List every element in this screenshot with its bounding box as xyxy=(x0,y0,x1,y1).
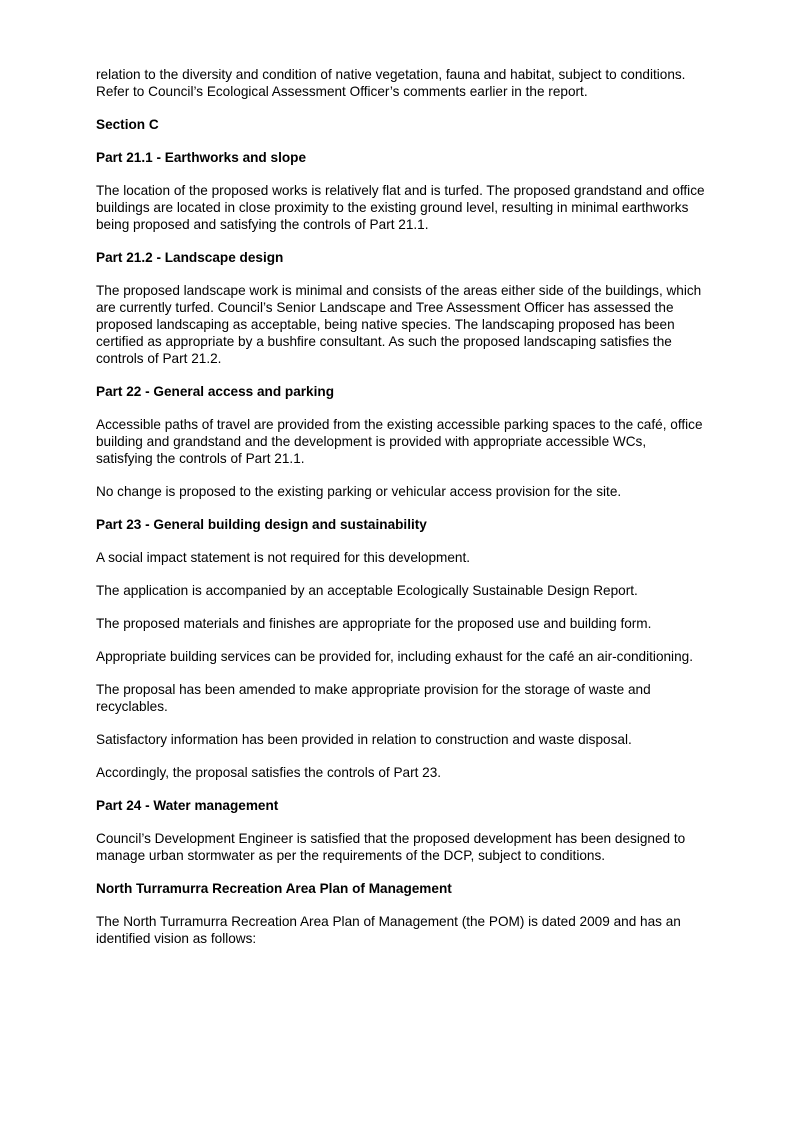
heading-part-22: Part 22 - General access and parking xyxy=(96,384,335,399)
heading-section-c: Section C xyxy=(96,117,159,132)
paragraph-stormwater: Council’s Development Engineer is satisfied that the proposed development has been designed to manage urban stormwater as per the requirements of the DCP, subject to conditions. xyxy=(96,831,686,863)
paragraph-part-23-satisfied: Accordingly, the proposal satisfies the controls of Part 23. xyxy=(96,765,442,780)
paragraph-earthworks: The location of the proposed works is relatively flat and is turfed. The proposed grandstand and office buildings are located in close proximity to the existing ground level, resulting in minimal earthworks being proposed and satisfying the controls of Part 21.1. xyxy=(96,183,705,232)
paragraph-ecological-conditions: relation to the diversity and condition of native vegetation, fauna and habitat, subject to conditions. Refer to Council’s Ecological Assessment Officer’s comments earlier in the report. xyxy=(96,67,686,99)
heading-pom: North Turramurra Recreation Area Plan of Management xyxy=(96,881,452,896)
heading-part-21-2: Part 21.2 - Landscape design xyxy=(96,250,284,265)
paragraph-construction-waste: Satisfactory information has been provided in relation to construction and waste disposal. xyxy=(96,732,632,747)
paragraph-accessible-paths: Accessible paths of travel are provided from the existing accessible parking spaces to the café, office building and grandstand and the development is provided with appropriate accessible WCs, satisfying the controls of Part 21.1. xyxy=(96,417,703,466)
paragraph-materials: The proposed materials and finishes are appropriate for the proposed use and building form. xyxy=(96,616,652,631)
heading-part-24: Part 24 - Water management xyxy=(96,798,279,813)
paragraph-parking-no-change: No change is proposed to the existing parking or vehicular access provision for the site. xyxy=(96,484,622,499)
heading-part-23: Part 23 - General building design and sustainability xyxy=(96,517,427,532)
paragraph-building-services: Appropriate building services can be provided for, including exhaust for the café an air-conditioning. xyxy=(96,649,693,664)
paragraph-pom-vision: The North Turramurra Recreation Area Plan of Management (the POM) is dated 2009 and has an identified vision as follows: xyxy=(96,914,681,946)
document-page xyxy=(96,66,706,963)
paragraph-social-impact: A social impact statement is not required for this development. xyxy=(96,550,471,565)
paragraph-landscape: The proposed landscape work is minimal and consists of the areas either side of the buildings, which are currently turfed. Council’s Senior Landscape and Tree Assessment Officer has assessed the proposed landscaping as acceptable, being native species. The landscaping proposed has been certified as appropriate by a bushfire consultant. As such the proposed landscaping satisfies the controls of Part 21.2. xyxy=(96,283,702,366)
heading-part-21-1: Part 21.1 - Earthworks and slope xyxy=(96,150,307,165)
paragraph-esd-report: The application is accompanied by an acceptable Ecologically Sustainable Design Report. xyxy=(96,583,638,598)
paragraph-waste-storage: The proposal has been amended to make appropriate provision for the storage of waste and recyclables. xyxy=(96,682,651,714)
